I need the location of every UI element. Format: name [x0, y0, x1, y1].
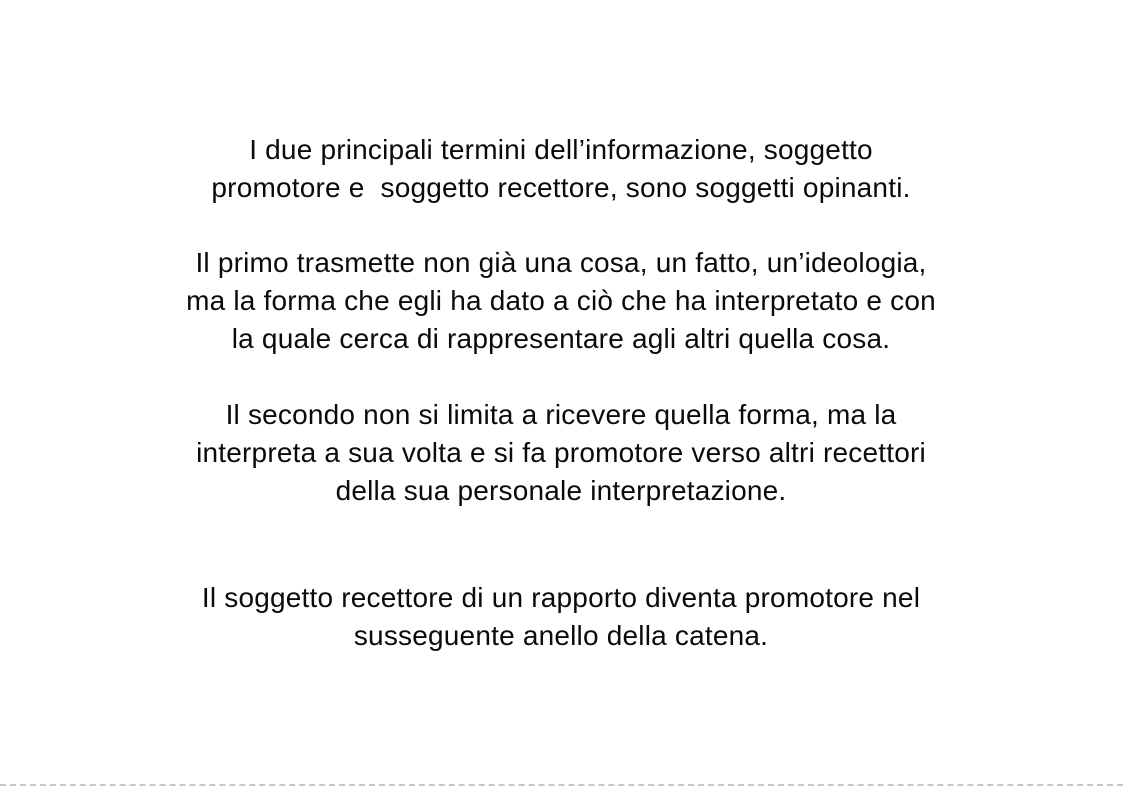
text-line: ma la forma che egli ha dato a ciò che ha interpretato e con [186, 285, 936, 316]
text-line: della sua personale interpretazione. [335, 475, 787, 506]
text-line: Il primo trasmette non già una cosa, un fatto, un’ideologia, [195, 247, 927, 278]
paragraph [61, 131, 1061, 207]
text-block [61, 0, 1061, 655]
text-line: susseguente anello della catena. [353, 620, 769, 651]
paragraph [61, 579, 1061, 655]
text-line: Il soggetto recettore di un rapporto diventa promotore nel [201, 582, 921, 613]
paragraph [61, 244, 1061, 358]
scan-artifact-line [0, 784, 1123, 786]
text-line: I due principali termini dell’informazione, soggetto [249, 134, 873, 165]
paragraph [61, 396, 1061, 510]
text-line: la quale cerca di rappresentare agli altri quella cosa. [231, 323, 891, 354]
text-line: promotore e soggetto recettore, sono soggetti opinanti. [211, 172, 911, 203]
text-line: Il secondo non si limita a ricevere quella forma, ma la [225, 399, 897, 430]
text-line: interpreta a sua volta e si fa promotore verso altri recettori [196, 437, 926, 468]
